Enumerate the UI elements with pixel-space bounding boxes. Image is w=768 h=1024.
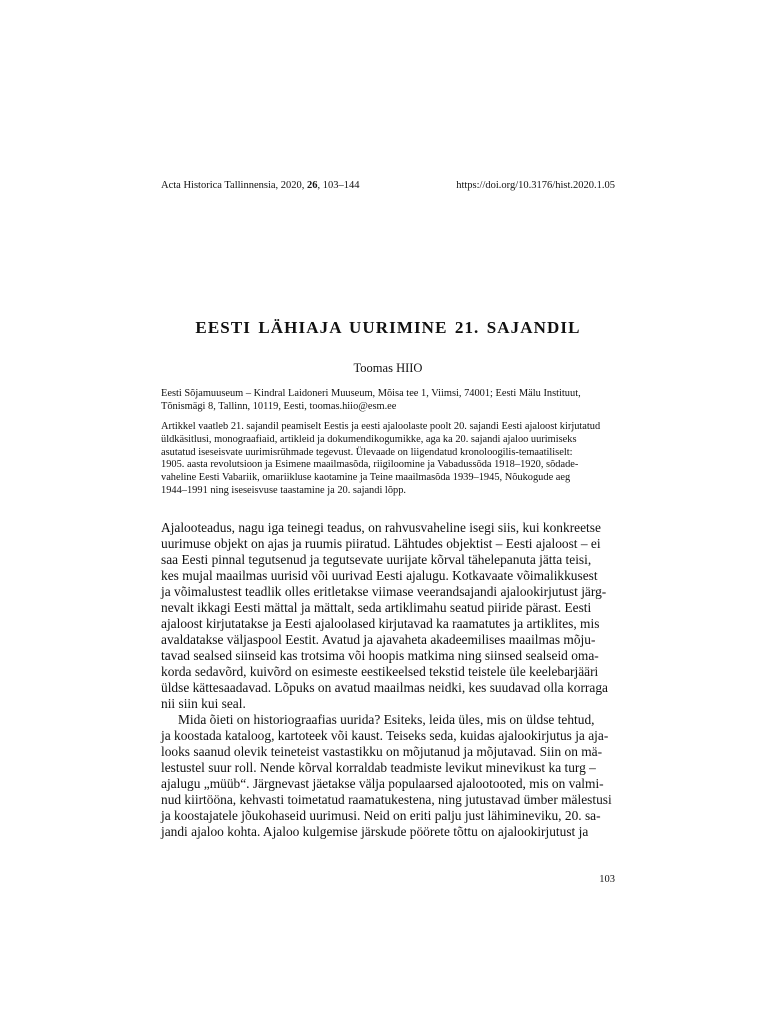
body-line: jandi ajaloo kohta. Ajaloo kulgemise järskude pöörete tõttu on ajalookirjutust ja: [161, 824, 589, 839]
body-line: kes mujal maailmas uurisid või uurivad Eesti ajalugu. Kotkavaate võimalikkusest: [161, 568, 598, 583]
body-line: ajaloost kirjutatakse ja Eesti ajaloolased kirjutavad ka raamatutes ja artiklites, mis: [161, 616, 600, 631]
abstract-line: 1905. aasta revolutsioon ja Esimene maailmasõda, riigiloomine ja Vabadussõda 1918–1920, sõdade-: [161, 459, 579, 471]
body-text: [161, 520, 621, 840]
body-line: uurimuse objekt on ajas ja ruumis piiratud. Lähtudes objektist – Eesti ajaloost – ei: [161, 536, 601, 551]
journal-name: Acta Historica Tallinnensia, 2020,: [161, 180, 308, 191]
article-title: EESTI LÄHIAJA UURIMINE 21. SAJANDIL: [195, 318, 581, 337]
body-line: lestustel suur roll. Nende kõrval korraldab teadmiste levikut minevikust ka turg –: [161, 760, 596, 775]
body-line: ja võimalustest teadlik olles eritletakse viimase veerandsajandi ajalookirjutust järg-: [161, 584, 607, 599]
body-line: korda sedavõrd, kuivõrd on esimeste eestikeelsed tekstid teistele üle keelebarjääri: [161, 664, 599, 679]
body-line: avaldatakse väljaspool Eestit. Avatud ja ajavaheta akadeemilises maailmas mõju-: [161, 632, 596, 647]
body-line: tavad sealsed siinseid kas trotsima või hoopis matkima ning siinsed sealseid oma-: [161, 648, 599, 663]
abstract-line: vaheline Eesti Vabariik, omariikluse kaotamine ja Teine maailmasõda 1939–1945, Nõukogude aeg: [161, 472, 571, 484]
page-number: 103: [599, 874, 615, 885]
body-line: nevalt ikkagi Eesti mättal ja mättalt, seda artiklimahu seatud piiride pärast. Eesti: [161, 600, 592, 615]
abstract: [161, 421, 621, 498]
body-paragraph: [161, 520, 621, 712]
article-author: Toomas HIIO: [353, 361, 423, 375]
abstract-line: üldkäsitlusi, monograafiaid, artikleid ja dokumendikogumikke, aga ka 20. sajandi ajaloo uurimiseks: [161, 433, 577, 445]
affiliation-line: Tõnismägi 8, Tallinn, 10119, Eesti, toomas.hiio@esm.ee: [161, 400, 397, 412]
author-affiliation: [161, 388, 621, 414]
body-line: saa Eesti pinnal tegutsenud ja tegutsevate uurijate kõrval tähelepanuta jätta teisi,: [161, 552, 592, 567]
abstract-line: asutatud iseseisvate uurimisrühmade tegevust. Ülevaade on liigendatud kronoloogilis-temaatiliselt:: [161, 446, 573, 458]
body-line: üldse kättesaadavad. Lõpuks on avatud maailmas neidki, kes suudavad olla korraga: [161, 680, 608, 695]
journal-pages: , 103–144: [317, 180, 360, 191]
body-paragraph: [161, 712, 621, 840]
affiliation-line: Eesti Sõjamuuseum – Kindral Laidoneri Muuseum, Mõisa tee 1, Viimsi, 74001; Eesti Mälu Instituut,: [161, 388, 581, 399]
body-line: ja koostajatele jõukohaseid uurimusi. Neid on eriti palju just lähimineviku, 20. sa-: [161, 808, 601, 823]
body-line: ja koostada kataloog, kartoteek või kaust. Teiseks seda, kuidas ajalookirjutus ja aja-: [161, 728, 609, 743]
body-line: Ajalooteadus, nagu iga teinegi teadus, on rahvusvaheline isegi siis, kui konkreetse: [161, 520, 601, 535]
abstract-line: Artikkel vaatleb 21. sajandil peamiselt Eestis ja eesti ajaloolaste poolt 20. sajandi Eesti ajaloost kirjutatud: [161, 421, 601, 432]
abstract-line: 1944–1991 ning iseseisvuse taastamine ja 20. sajandi lõpp.: [161, 484, 407, 496]
body-line: looks saanud olevik teineteist vastastikku on mõjutanud ja mõjutavad. Siin on mä-: [161, 744, 603, 759]
body-line: ajalugu „müüb“. Järgnevast jäetakse välja populaarsed ajalootooted, mis on valmi-: [161, 776, 604, 791]
body-line: nii siin kui seal.: [161, 696, 246, 711]
body-line: nud kiirtööna, kehvasti toimetatud raamatukestena, ning jutustavad ümber mälestusi: [161, 792, 612, 807]
doi-link[interactable]: https://doi.org/10.3176/hist.2020.1.05: [456, 180, 615, 191]
journal-citation: [161, 179, 360, 192]
body-line: Mida õieti on historiograafias uurida? Esiteks, leida üles, mis on üldse tehtud,: [178, 712, 595, 727]
journal-volume: 26: [307, 180, 318, 191]
